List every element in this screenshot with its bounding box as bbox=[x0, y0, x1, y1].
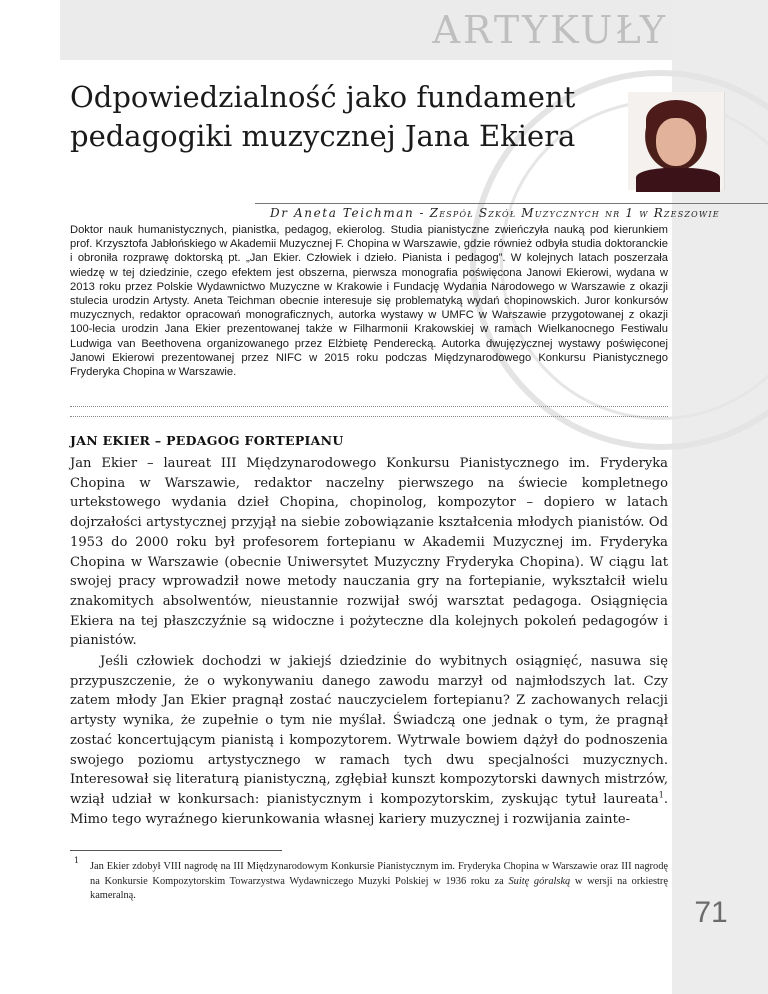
footnote-text-after: w wersji na orkiestrę kameralną. bbox=[90, 875, 669, 901]
page-number: 71 bbox=[694, 896, 728, 929]
footnote-number: 1 bbox=[74, 856, 80, 865]
body-paragraph-1: Jan Ekier – laureat III Międzynarodowego Konkursu Pianistycznego im. Fryderyka Chopina w Warszawie, redaktor naczelny pierwszego na świecie kompletnego urtekstowego wydania dzieł Chopina, chopinolog, kompozytor – dopiero w latach dojrzałości artystycznej przyjął na siebie zobowiązanie kształcenia młodych pianistów. Od 1953 do 2000 roku był profesorem fortepianu w Akademii Muzycznej im. Fryderyka Chopina w Warszawie (obecnie Uniwersytet Muzyczny Fryderyka Chopina). W ciągu lat swojej pracy wprowadził nowe metody nauczania gry na fortepianie, wykształcił wielu znakomitych absolwentów, nieustannie rozwijał swój warsztat pedagoga. Osiągnięcia Ekiera na tej płaszczyźnie są widoczne i pożyteczne dla kolejnych pokoleń pedagogów i pianistów. bbox=[70, 456, 668, 649]
author-photo-shoulders bbox=[636, 168, 720, 192]
article-title bbox=[70, 78, 590, 156]
title-line-2: pedagogiki muzycznej Jana Ekiera bbox=[70, 119, 576, 153]
section-heading: JAN EKIER – PEDAGOG FORTEPIANU bbox=[70, 433, 344, 448]
section-label: ARTYKUŁY bbox=[432, 8, 668, 52]
footnote-reference: 1 bbox=[658, 790, 664, 800]
dotted-divider-1 bbox=[70, 406, 668, 407]
footnote-italic: Suitę góralską bbox=[508, 875, 571, 887]
footnote-rule bbox=[70, 850, 282, 851]
dotted-divider-2 bbox=[70, 416, 668, 417]
author-name: Dr Aneta Teichman bbox=[270, 206, 415, 220]
paragraph-2-tail: . Mimo tego wyraźnego kierunkowania własnej kariery muzycznej i rozwijania zainte- bbox=[70, 791, 668, 827]
paragraph-2-main: Jeśli człowiek dochodzi w jakiejś dziedzinie do wybitnych osiągnięć, nasuwa się przypuszczenie, że o wykonywaniu danego zawodu marzył od najmłodszych lat. Czy zatem młody Jan Ekier pragnął zostać nauczycielem fortepianu? Z zachowanych relacji artysty wynika, że zupełnie o tym nie myślał. Świadczą one jednak o tym, że pragnął zostać koncertującym pianistą i kompozytorem. Wytrwale bowiem dążył do podnoszenia swojego poziomu artystycznego w ramach tych dwu specjalności muzycznych. Interesował się literaturą pianistyczną, zgłębiał kunszt kompozytorski dawnych mistrzów, wziął udział w konkursach: pianistycznym i kompozytorskim, zyskując tytuł laureata bbox=[70, 654, 668, 807]
author-line bbox=[270, 206, 768, 220]
author-photo-face bbox=[656, 118, 696, 166]
author-bio: Doktor nauk humanistycznych, pianistka, pedagog, ekierolog. Studia pianistyczne zwieńczyła nauką pod kierunkiem prof. Krzysztofa Jabłońskiego w Akademii Muzycznej F. Chopina w Warszawie, gdzie również odbyła studia doktoranckie i obroniła rozprawę doktorską pt. „Jan Ekier. Człowiek i dzieło. Pianista i pedagog”. W kolejnych latach poszerzała wiedzę w tej dziedzinie, czego efektem jest obszerna, pierwsza monografia poświęcona Janowi Ekierowi, wydana w 2013 roku przez Polskie Wydawnictwo Muzyczne w Krakowie i Fundację Wydania Narodowego w Warszawie z okazji stulecia urodzin Artysty. Aneta Teichman obecnie interesuje się problematyką wydań chopinowskich. Juror konkursów muzycznych, redaktor opracowań monograficznych, autorka wystawy w UMFC w Warszawie przygotowanej z okazji 100-lecia urodzin Jana Ekier prezentowanej także w Filharmonii Krakowskiej w ramach Wielkanocnego Festiwalu Ludwiga van Beethovena organizowanego przez Elżbietę Penderecką. Autorka dwujęzycznej wystawy poświęconej Janowi Ekierowi prezentowanej przez NIFC w 2015 roku podczas Międzynarodowego Konkursu Pianistycznego Fryderyka Chopina w Warszawie. bbox=[70, 224, 668, 379]
footnote-text-before: Jan Ekier zdobył VIII nagrodę na III Międzynarodowym Konkursie Pianistycznym im. Fryderyka Chopina w Warszawie oraz III nagrodę na Konkursie Kompozytorskim Towarzystwa Wydawniczego Muzyki Polskiej w 1936 roku za bbox=[90, 861, 668, 887]
author-affiliation: - Zespół Szkół Muzycznych nr 1 w Rzeszowie bbox=[414, 206, 720, 220]
footnote-text bbox=[90, 860, 668, 904]
author-rule bbox=[255, 203, 768, 204]
body-paragraph-2 bbox=[70, 652, 668, 829]
title-line-1: Odpowiedzialność jako fundament bbox=[70, 80, 576, 114]
